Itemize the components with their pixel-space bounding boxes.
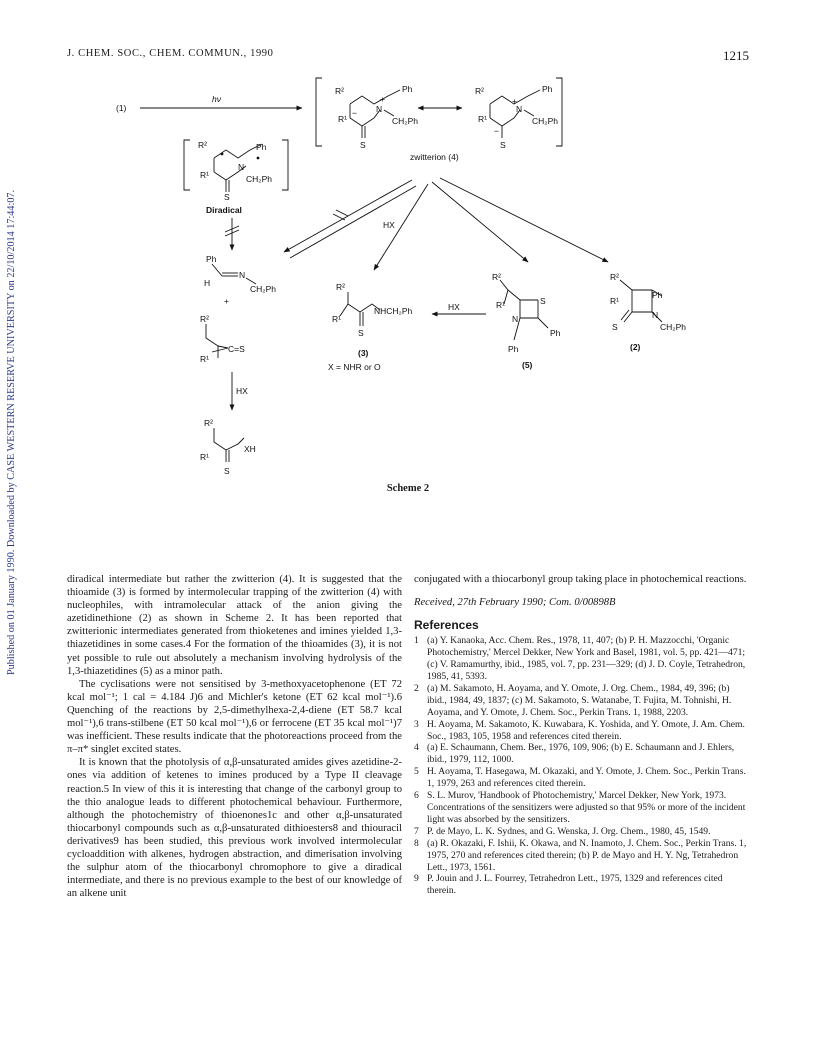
reference-text: H. Aoyama, T. Hasegawa, M. Okazaki, and Y. Omote, J. Chem. Soc., Perkin Trans. 1, 1979, 263 and references cited therein. <box>427 766 746 790</box>
r1-label: R¹ <box>200 354 209 364</box>
n-label: N <box>512 314 519 324</box>
r1-label: R¹ <box>610 296 619 306</box>
reference-text: (a) E. Schaumann, Chem. Ber., 1976, 109, 906; (b) E. Schaumann and J. Ehlers, ibid., 1979, 112, 1000. <box>427 742 735 766</box>
r2-label: R² <box>335 86 344 96</box>
reference-number: 6 <box>414 790 419 802</box>
equation-label: (1) <box>116 103 127 113</box>
ch2ph-label: CH₂Ph <box>246 174 272 184</box>
x-definition: X = NHR or O <box>328 362 381 372</box>
hx-label: HX <box>448 302 460 312</box>
s-label: S <box>612 322 618 332</box>
right-column <box>414 573 749 897</box>
s-label: S <box>224 466 230 476</box>
running-header: J. CHEM. SOC., CHEM. COMMUN., 1990 <box>67 48 274 59</box>
r2-label: R² <box>200 314 209 324</box>
hx-label: HX <box>236 386 248 396</box>
minus-label: − <box>352 108 357 118</box>
ph-label: Ph <box>256 142 267 152</box>
hv-label: hν <box>212 94 221 104</box>
ph-label: Ph <box>542 84 553 94</box>
reference-number: 5 <box>414 766 419 778</box>
reference-text: P. de Mayo, L. K. Sydnes, and G. Wenska, J. Org. Chem., 1980, 45, 1549. <box>427 825 711 837</box>
r2-label: R² <box>198 140 207 150</box>
reference-item <box>414 719 749 743</box>
reference-list <box>414 635 749 897</box>
reference-item <box>414 826 749 838</box>
reference-item <box>414 766 749 790</box>
reference-text: (a) Y. Kanaoka, Acc. Chem. Res., 1978, 11, 407; (b) P. H. Mazzocchi, 'Organic Photochemistry,' Mercel Dekker, New York and Basel, 1981, vol. 5, pp. 421—471; (c) V. Ramamurthy, ibid., 1985, vol. 7, pp. 231—329; (d) J. D. Coyle, Tetrahedron, 1985, 41, 5393. <box>427 635 746 682</box>
r1-label: R¹ <box>200 170 209 180</box>
ph-label: Ph <box>652 290 663 300</box>
n-label: N <box>652 310 659 320</box>
reference-text: P. Jouin and J. L. Fourrey, Tetrahedron Lett., 1975, 1329 and references cited therein. <box>427 873 723 897</box>
reference-item <box>414 873 749 897</box>
compound-2-label: (2) <box>630 342 641 352</box>
diradical-label: Diradical <box>206 205 242 215</box>
compound-5-label: (5) <box>522 360 533 370</box>
reference-number: 2 <box>414 682 419 694</box>
zwitterion-label: zwitterion (4) <box>410 152 459 162</box>
ch2ph-label: CH₂Ph <box>532 116 558 126</box>
s-label: S <box>358 328 364 338</box>
ch2ph-label: CH₂Ph <box>250 284 276 294</box>
body-paragraph: conjugated with a thiocarbonyl group taking place in photochemical reactions. <box>414 574 747 585</box>
reference-text: S. L. Murov, 'Handbook of Photochemistry,' Marcel Dekker, New York, 1973. Concentrations of the sensitizers were adjusted so that 95% or more of the incident light was absorbed by the sensitizers. <box>427 790 746 825</box>
left-column <box>67 573 402 900</box>
plus-label: + <box>224 296 229 306</box>
watermark-link[interactable]: Published on 01 January 1990. Downloaded by CASE WESTERN RESERVE UNIVERSITY on 22/10/2014 17:44:07. <box>6 189 17 675</box>
body-paragraph: The cyclisations were not sensitised by 3-methoxyacetophenone (ET 72 kcal mol⁻¹; 1 cal = 4.184 J)6 and Michler's ketone (ET 62 kcal mol⁻¹).6 Quenching of the reactions by 2,5-dimethylhexa-2,4-diene (ET 58.7 kcal mol⁻¹),6 trans-stilbene (ET 50 kcal mol⁻¹),6 or ferrocene (ET 35 kcal mol⁻¹)7 was inefficient. These results indicate that the photoreactions proceed from the π–π* singlet excited states. <box>67 678 402 756</box>
r1-label: R¹ <box>478 114 487 124</box>
s-label: S <box>500 140 506 150</box>
xh-label: XH <box>244 444 256 454</box>
ph-label: Ph <box>550 328 561 338</box>
r1-label: R¹ <box>332 314 341 324</box>
h-label: H <box>204 278 211 288</box>
reference-item <box>414 635 749 683</box>
n-label: N <box>516 104 523 114</box>
n-label: N <box>376 104 383 114</box>
r2-label: R² <box>475 86 484 96</box>
references-heading: References <box>414 618 479 633</box>
body-paragraph: diradical intermediate but rather the zwitterion (4). It is suggested that the thioamide (3) is formed by intermolecular trapping of the zwitterion (4) with nucleophiles, with intramolecular attack of the anion giving the azetidinethione (2) as shown in Scheme 2. It has been reported that zwitterionic intermediates generated from thioketenes and imines yielded 1,3-thiazetidines in some cases.4 For the formation of the thioamides (3), it is not yet possible to rule out absolutely a mechanism involving hydrolysis of the 1,3-thiazetidines (5) as a minor path. <box>67 574 402 677</box>
ch2ph-label: CH₂Ph <box>660 322 686 332</box>
reference-item <box>414 838 749 874</box>
nhch2ph-label: NHCH₂Ph <box>374 306 413 316</box>
minus-label: − <box>494 126 499 136</box>
s-label: S <box>540 296 546 306</box>
r2-label: R² <box>204 418 213 428</box>
reference-number: 1 <box>414 635 419 647</box>
reference-number: 8 <box>414 837 419 849</box>
r2-label: R² <box>336 282 345 292</box>
n-label: N <box>239 270 246 280</box>
s-label: S <box>360 140 366 150</box>
ch2ph-label: CH₂Ph <box>392 116 418 126</box>
compound-3-label: (3) <box>358 348 369 358</box>
hx-label: HX <box>383 220 395 230</box>
reference-text: (a) M. Sakamoto, H. Aoyama, and Y. Omote, J. Org. Chem., 1984, 49, 396; (b) ibid., 1984, 49, 1837; (c) M. Sakamoto, S. Watanabe, T. Fujita, M. Tohnishi, H. Aoyama, and Y. Omote, J. Chem. Soc., Perkin Trans. 1, 1988, 2203. <box>427 682 732 718</box>
reference-item <box>414 790 749 826</box>
reference-item <box>414 742 749 766</box>
plus-label: + <box>512 96 517 106</box>
reference-text: (a) R. Okazaki, F. Ishii, K. Okawa, and N. Inamoto, J. Chem. Soc., Perkin Trans. 1, 1975, 270 and references cited therein; (b) P. de Mayo and H. Y. Ng, Tetrahedron Lett., 1973, 1561. <box>427 837 747 873</box>
reference-number: 4 <box>414 742 419 754</box>
ph-label: Ph <box>206 254 217 264</box>
ph-label: Ph <box>402 84 413 94</box>
n-label: N <box>238 162 245 172</box>
reference-number: 9 <box>414 873 419 885</box>
reference-item <box>414 683 749 719</box>
reference-number: 7 <box>414 825 419 837</box>
s-label: S <box>224 192 230 202</box>
received-line: Received, 27th February 1990; Com. 0/00898B <box>414 597 616 609</box>
reference-text: H. Aoyama, M. Sakamoto, K. Kuwabara, K. Yoshida, and Y. Omote, J. Am. Chem. Soc., 1983, 105, 1958 and references cited therein. <box>427 718 745 742</box>
ph-label: Ph <box>508 344 519 354</box>
plus-label: + <box>380 94 385 104</box>
cs-label: C=S <box>228 344 245 354</box>
r1-label: R¹ <box>496 300 505 310</box>
r2-label: R² <box>492 272 501 282</box>
page-number: 1215 <box>723 48 749 63</box>
scheme-caption: Scheme 2 <box>386 483 430 494</box>
r1-label: R¹ <box>338 114 347 124</box>
body-paragraph: It is known that the photolysis of α,β-unsaturated amides gives azetidine-2-ones via addition of ketenes to imines produced by a Type II cleavage reaction.5 In view of this it is interesting that change of the carbonyl group to the thio analogue leads to different photochemical behaviour. Furthermore, although the photochemistry of thioenones1c and other α,β-unsaturated thiocarbonyl compounds such as α,β-unsaturated dithioesters8 and thiouracil derivatives9 has been studied, this previous work involved intermolecular cycloaddition with alkenes, hydrogen abstraction, and dimerisation involving the sulphur atom of the thiocarbonyl chromophore to give a diradical intermediate, and there is no previous example to the best of our knowledge of an alkene unit <box>67 757 402 900</box>
r2-label: R² <box>610 272 619 282</box>
r1-label: R¹ <box>200 452 209 462</box>
reference-number: 3 <box>414 718 419 730</box>
